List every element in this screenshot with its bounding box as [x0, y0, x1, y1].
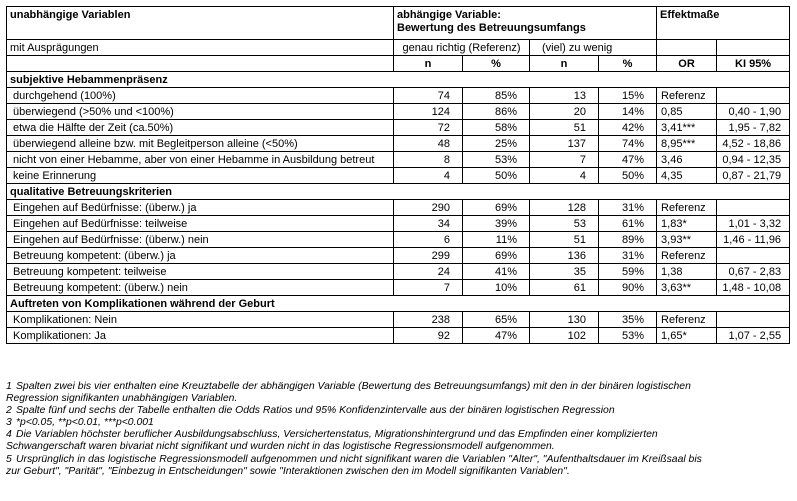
cell-n1: 8 [394, 152, 463, 168]
footnote-continuation: zur Geburt", "Parität", "Einbezug in Entscheidungen" sowie "Interaktionen zwischen den im Modell signifikanten Variablen". [6, 465, 570, 477]
cell-pct1: 47% [463, 328, 530, 344]
cell-ki: 4,52 - 18,86 [717, 136, 790, 152]
cell-pct1: 85% [463, 88, 530, 104]
cell-n1: 124 [394, 104, 463, 120]
cell-or: 4,35 [657, 168, 717, 184]
cell-or: 8,95*** [657, 136, 717, 152]
row-label: Eingehen auf Bedürfnisse: teilweise [7, 216, 394, 232]
results-table [6, 6, 790, 344]
cell-n2: 20 [530, 104, 599, 120]
table-row [7, 200, 790, 216]
dv-title [394, 7, 657, 40]
footnote [6, 405, 791, 417]
cell-ki [717, 200, 790, 216]
cell-n1: 299 [394, 248, 463, 264]
col-pct2: % [599, 56, 657, 72]
cell-pct2: 50% [599, 168, 657, 184]
cell-n1: 6 [394, 232, 463, 248]
cell-ki: 1,46 - 11,96 [717, 232, 790, 248]
footnote-number: 1 [6, 381, 12, 392]
footnote-number: 2 [6, 405, 12, 417]
footnote-number: 5 [6, 453, 12, 465]
cell-or: Referenz [657, 88, 717, 104]
section-row [7, 72, 790, 88]
cell-or: Referenz [657, 248, 717, 264]
section-row [7, 184, 790, 200]
cell-n1: 238 [394, 312, 463, 328]
cell-pct1: 53% [463, 152, 530, 168]
footnote-number: 3 [6, 417, 12, 429]
row-label: Betreuung kompetent: teilweise [7, 264, 394, 280]
cell-ki [717, 88, 790, 104]
col-or: OR [657, 56, 717, 72]
row-label: nicht von einer Hebamme, aber von einer Hebamme in Ausbildung betreut [7, 152, 394, 168]
cell-or: 0,85 [657, 104, 717, 120]
cell-n1: 4 [394, 168, 463, 184]
cell-n1: 34 [394, 216, 463, 232]
table-row [7, 328, 790, 344]
footnote-continuation: Regression signifikanten unabhängigen Variablen. [6, 393, 238, 405]
cell-or: 1,83* [657, 216, 717, 232]
cell-n2: 7 [530, 152, 599, 168]
footnote [6, 417, 791, 429]
table-row [7, 88, 790, 104]
cell-ki: 0,94 - 12,35 [717, 152, 790, 168]
cell-n1: 74 [394, 88, 463, 104]
cell-pct1: 58% [463, 120, 530, 136]
table-row [7, 216, 790, 232]
col-n1: n [394, 56, 463, 72]
dv-title-line2: Bewertung des Betreuungsumfangs [397, 22, 586, 34]
header-empty-label [7, 56, 394, 72]
row-label: Eingehen auf Bedürfnisse: (überw.) ja [7, 200, 394, 216]
header-row-1 [7, 7, 790, 40]
section-row [7, 296, 790, 312]
cell-pct1: 10% [463, 280, 530, 296]
cell-n1: 92 [394, 328, 463, 344]
cell-ki [717, 248, 790, 264]
cell-pct1: 41% [463, 264, 530, 280]
footnote [6, 429, 791, 441]
row-label: überwiegend alleine bzw. mit Begleitperson alleine (<50%) [7, 136, 394, 152]
section-title: qualitative Betreuungskriterien [7, 184, 790, 200]
cell-pct2: 15% [599, 88, 657, 104]
row-label: Betreuung kompetent: (überw.) ja [7, 248, 394, 264]
footnote [6, 454, 791, 466]
cell-or: Referenz [657, 312, 717, 328]
cell-pct2: 74% [599, 136, 657, 152]
table-row [7, 248, 790, 264]
cell-n1: 72 [394, 120, 463, 136]
footnote-continuation: Schwangerschaft waren bivariat nicht signifikant und wurden nicht in das logistische Regressionsmodell aufgenommen. [6, 441, 555, 453]
cell-pct1: 65% [463, 312, 530, 328]
cell-pct2: 61% [599, 216, 657, 232]
col-n2: n [530, 56, 599, 72]
row-label: etwa die Hälfte der Zeit (ca.50%) [7, 120, 394, 136]
section-title: subjektive Hebammenpräsenz [7, 72, 790, 88]
table-row [7, 136, 790, 152]
cell-ki: 1,48 - 10,08 [717, 280, 790, 296]
cell-pct2: 90% [599, 280, 657, 296]
footnote-text: Ursprünglich in das logistische Regressionsmodell aufgenommen und nicht signifikant waren die Variablen "Alter", "Aufenthaltsdauer im Kreißsaal bis [16, 453, 702, 465]
cell-pct2: 53% [599, 328, 657, 344]
cell-n1: 290 [394, 200, 463, 216]
cell-n1: 24 [394, 264, 463, 280]
section-title: Auftreten von Komplikationen während der Geburt [7, 296, 790, 312]
table-row [7, 264, 790, 280]
row-label: Eingehen auf Bedürfnisse: (überw.) nein [7, 232, 394, 248]
cell-pct2: 47% [599, 152, 657, 168]
cell-n1: 7 [394, 280, 463, 296]
header-row-2 [7, 40, 790, 56]
cell-pct2: 42% [599, 120, 657, 136]
dv-title-line1: abhängige Variable: [397, 9, 501, 21]
cell-ki: 1,01 - 3,32 [717, 216, 790, 232]
footnotes [6, 381, 791, 478]
row-label: Komplikationen: Ja [7, 328, 394, 344]
cell-n2: 136 [530, 248, 599, 264]
cell-pct1: 50% [463, 168, 530, 184]
cell-or: 3,93** [657, 232, 717, 248]
cell-pct1: 25% [463, 136, 530, 152]
cell-ki: 0,67 - 2,83 [717, 264, 790, 280]
header-empty-or [657, 40, 717, 56]
cell-pct2: 31% [599, 248, 657, 264]
cell-or: Referenz [657, 200, 717, 216]
table-row [7, 120, 790, 136]
effect-title: Effektmaße [657, 7, 790, 40]
iv-title: unabhängige Variablen [7, 7, 394, 40]
row-label: durchgehend (100%) [7, 88, 394, 104]
cell-n1: 48 [394, 136, 463, 152]
cell-pct1: 69% [463, 200, 530, 216]
cell-n2: 51 [530, 120, 599, 136]
cell-or: 3,63** [657, 280, 717, 296]
cell-ki: 1,95 - 7,82 [717, 120, 790, 136]
cell-ki: 0,40 - 1,90 [717, 104, 790, 120]
cell-n2: 61 [530, 280, 599, 296]
table-row [7, 168, 790, 184]
dv-category-2: (viel) zu wenig [530, 40, 657, 56]
cell-pct1: 11% [463, 232, 530, 248]
dv-category-1: genau richtig (Referenz) [394, 40, 530, 56]
cell-pct2: 89% [599, 232, 657, 248]
cell-pct2: 31% [599, 200, 657, 216]
col-ki: KI 95% [717, 56, 790, 72]
cell-pct2: 14% [599, 104, 657, 120]
table-row [7, 152, 790, 168]
header-row-3 [7, 56, 790, 72]
footnote-text: *p<0.05, **p<0.01, ***p<0.001 [16, 417, 154, 429]
cell-ki: 0,87 - 21,79 [717, 168, 790, 184]
footnote-text: Die Variablen höchster beruflicher Ausbildungsabschluss, Versichertenstatus, Migrationshintergrund und das Empfinden einer komplizierten [16, 429, 658, 441]
row-label: überwiegend (>50% und <100%) [7, 104, 394, 120]
cell-n2: 102 [530, 328, 599, 344]
cell-or: 3,41*** [657, 120, 717, 136]
row-label: Betreuung kompetent: (überw.) nein [7, 280, 394, 296]
row-label: keine Erinnerung [7, 168, 394, 184]
cell-n2: 130 [530, 312, 599, 328]
footnote [6, 381, 791, 393]
cell-n2: 51 [530, 232, 599, 248]
cell-n2: 4 [530, 168, 599, 184]
cell-or: 1,65* [657, 328, 717, 344]
cell-ki [717, 312, 790, 328]
cell-or: 3,46 [657, 152, 717, 168]
cell-n2: 137 [530, 136, 599, 152]
cell-pct2: 35% [599, 312, 657, 328]
cell-ki: 1,07 - 2,55 [717, 328, 790, 344]
expr-label: mit Ausprägungen [7, 40, 394, 56]
table-row [7, 232, 790, 248]
table-row [7, 280, 790, 296]
cell-n2: 53 [530, 216, 599, 232]
footnote-text: Spalten zwei bis vier enthalten eine Kreuztabelle der abhängigen Variable (Bewertung des Betreuungsumfangs) mit den in der binären logistischen [16, 381, 691, 392]
table-row [7, 312, 790, 328]
cell-pct1: 69% [463, 248, 530, 264]
row-label: Komplikationen: Nein [7, 312, 394, 328]
cell-n2: 128 [530, 200, 599, 216]
footnote-number: 4 [6, 429, 12, 441]
cell-n2: 35 [530, 264, 599, 280]
cell-n2: 13 [530, 88, 599, 104]
cell-pct2: 59% [599, 264, 657, 280]
table-row [7, 104, 790, 120]
cell-pct1: 39% [463, 216, 530, 232]
header-empty-ki [717, 40, 790, 56]
cell-pct1: 86% [463, 104, 530, 120]
cell-or: 1,38 [657, 264, 717, 280]
col-pct1: % [463, 56, 530, 72]
footnote-text: Spalte fünf und sechs der Tabelle enthalten die Odds Ratios und 95% Konfidenzintervalle aus der binären logistischen Regression [16, 405, 615, 417]
